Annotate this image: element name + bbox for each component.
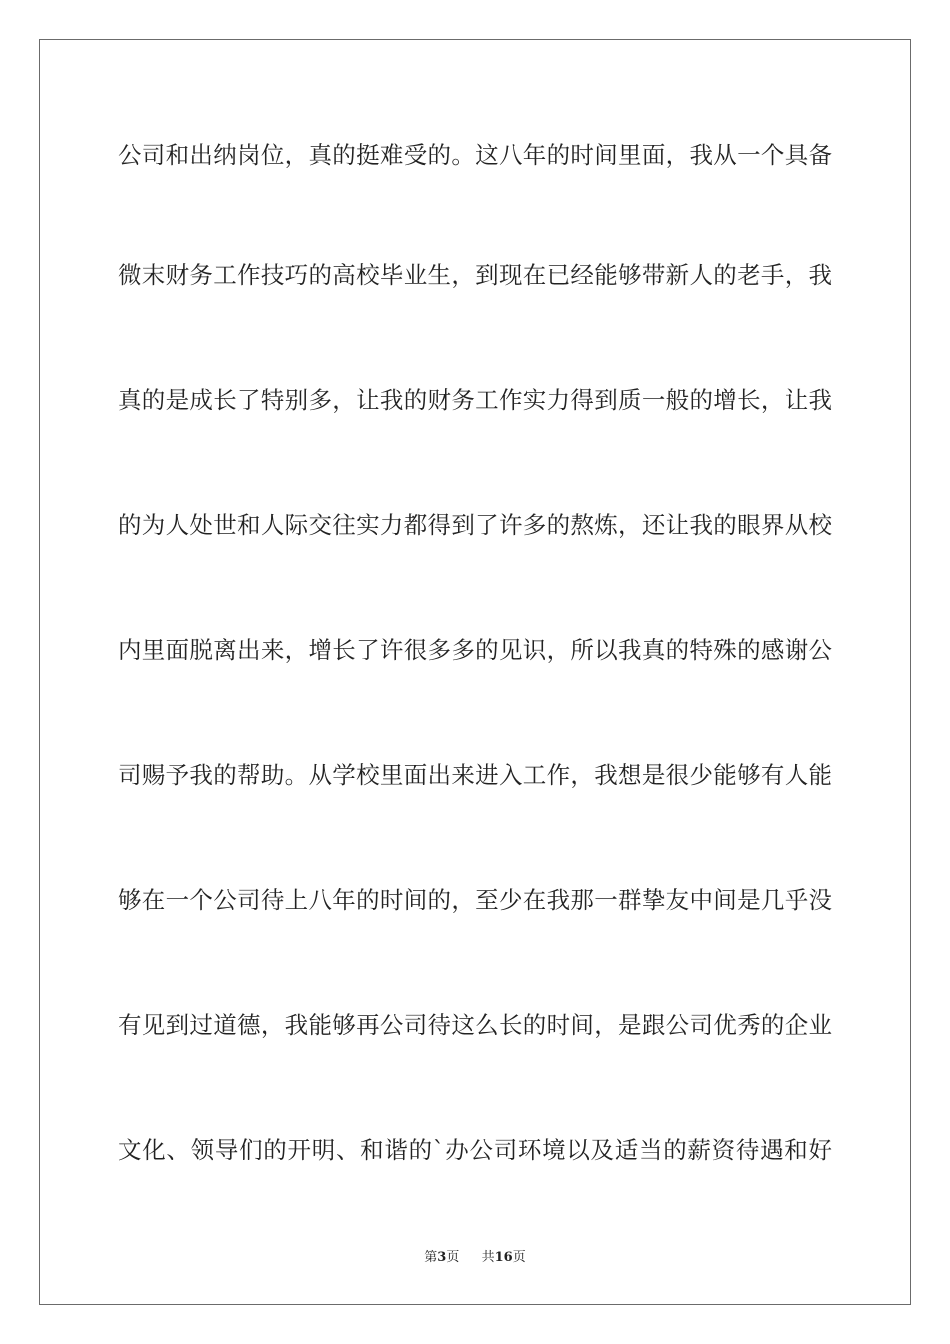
page-prefix: 第 bbox=[424, 1250, 438, 1265]
text-line: 够在一个公司待上八年的时间的，至少在我那一群挚友中间是几乎没 bbox=[118, 886, 832, 914]
page-footer bbox=[0, 1246, 950, 1265]
total-suffix: 页 bbox=[512, 1250, 526, 1265]
text-line: 公司和出纳岗位，真的挺难受的。这八年的时间里面，我从一个具备 bbox=[118, 141, 832, 169]
page-number: 3 bbox=[437, 1250, 447, 1265]
total-pages: 16 bbox=[494, 1250, 513, 1265]
page-border bbox=[39, 39, 911, 1305]
text-line: 文化、领导们的开明、和谐的`办公司环境以及适当的薪资待遇和好 bbox=[118, 1136, 832, 1164]
text-line: 真的是成长了特别多，让我的财务工作实力得到质一般的增长，让我 bbox=[118, 386, 832, 414]
page-suffix: 页 bbox=[446, 1250, 460, 1265]
total-prefix: 共 bbox=[481, 1250, 495, 1265]
text-line: 微末财务工作技巧的高校毕业生，到现在已经能够带新人的老手，我 bbox=[118, 261, 832, 289]
text-line: 内里面脱离出来，增长了许很多多的见识，所以我真的特殊的感谢公 bbox=[118, 636, 832, 664]
text-line: 司赐予我的帮助。从学校里面出来进入工作，我想是很少能够有人能 bbox=[118, 761, 832, 789]
text-line: 有见到过道德，我能够再公司待这么长的时间，是跟公司优秀的企业 bbox=[118, 1011, 832, 1039]
text-line: 的为人处世和人际交往实力都得到了许多的熬炼，还让我的眼界从校 bbox=[118, 511, 832, 539]
